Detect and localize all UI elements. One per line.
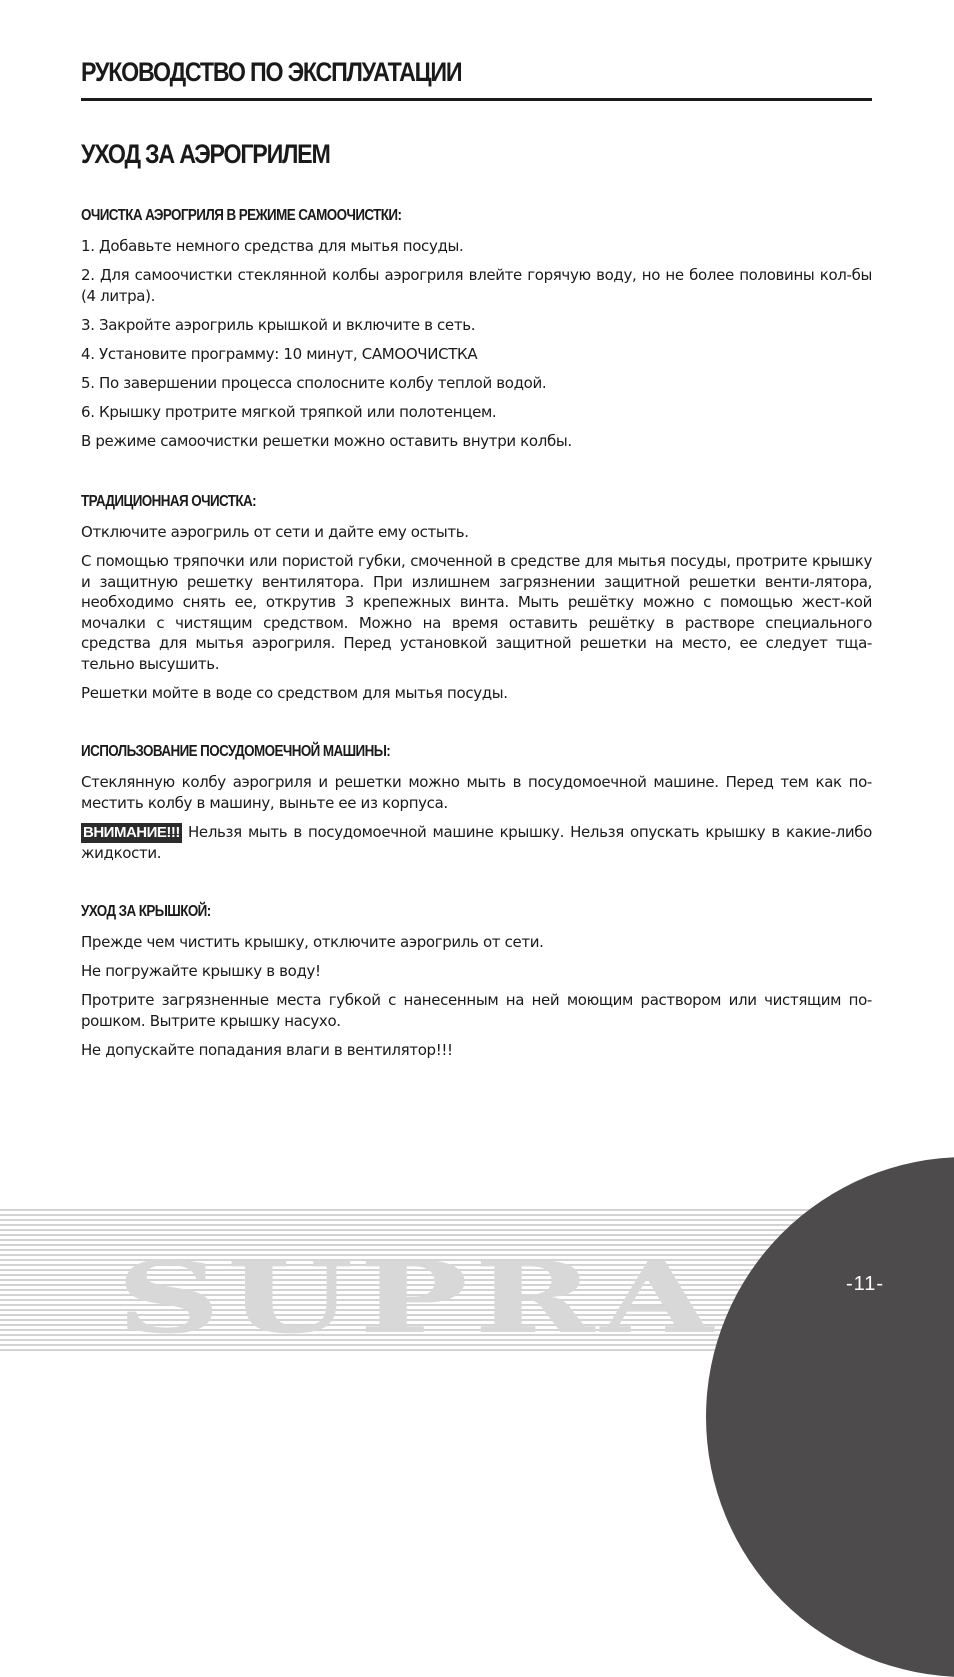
paragraph: 5. По завершении процесса сполосните колбу теплой водой. (81, 373, 547, 392)
page-number: -11- (846, 1273, 885, 1295)
section-heading: УХОД ЗА КРЫШКОЙ: (81, 903, 211, 920)
paragraph: 1. Добавьте немного средства для мытья посуды. (81, 237, 464, 255)
paragraph: 2. Для самоочистки стеклянной колбы аэрогриля влейте горячую воду, но не более половины кол-бы (4 литра). (81, 266, 872, 305)
paragraph: С помощью тряпочки или пористой губки, смоченной в средстве для мытья посуды, протрите крышку и защитную решетку вентилятора. При излишнем загрязнении защитной решетки венти-лятора, необходимо снять ее, открутив 3 крепежных винта. Мыть решётку можно с помощью жест-кой мочалки с чистящим средством. Можно на время оставить решётку в растворе специального средства для мытья аэрогриля. Перед установкой защитной решетки на место, ее следует тща-тельно высушить. (81, 552, 872, 673)
paragraph: В режиме самоочистки решетки можно оставить внутри колбы. (81, 431, 572, 450)
warning-paragraph (81, 822, 872, 864)
warning-text: Нельзя мыть в посудомоечной машине крышку. Нельзя опускать крышку в какие-либо жидкости. (81, 822, 872, 862)
paragraph: Отключите аэрогриль от сети и дайте ему остыть. (81, 523, 469, 541)
section-lid-care (81, 902, 872, 1069)
page-header (81, 55, 872, 101)
warning-badge: ВНИМАНИЕ!!! (83, 823, 180, 841)
supra-logo: SUPRA (116, 1241, 719, 1356)
paragraph: Не допускайте попадания влаги в вентилятор!!! (81, 1040, 453, 1059)
paragraph: Стеклянную колбу аэрогриля и решетки можно мыть в посудомоечной машине. Перед тем как по-местить колбу в машину, выньте ее из корпуса. (81, 773, 872, 812)
section-heading: ОЧИСТКА АЭРОГРИЛЯ В РЕЖИМЕ САМООЧИСТКИ: (81, 207, 402, 224)
section-heading: ТРАДИЦИОННАЯ ОЧИСТКА: (81, 493, 257, 510)
section-heading: ИСПОЛЬЗОВАНИЕ ПОСУДОМОЕЧНОЙ МАШИНЫ: (81, 743, 391, 760)
header-title: РУКОВОДСТВО ПО ЭКСПЛУАТАЦИИ (81, 57, 462, 87)
section-dishwasher (81, 742, 872, 872)
paragraph: 4. Установите программу: 10 минут, САМООЧИСТКА (81, 344, 478, 363)
section-self-cleaning (81, 206, 872, 460)
section-traditional-cleaning (81, 492, 872, 712)
paragraph: 3. Закройте аэрогриль крышкой и включите в сеть. (81, 315, 476, 334)
page-title: УХОД ЗА АЭРОГРИЛЕМ (81, 139, 330, 169)
paragraph: Решетки мойте в воде со средством для мытья посуды. (81, 683, 508, 702)
paragraph: Прежде чем чистить крышку, отключите аэрогриль от сети. (81, 933, 544, 951)
paragraph: Протрите загрязненные места губкой с нанесенным на ней моющим раствором или чистящим по-рошком. Вытрите крышку насухо. (81, 991, 872, 1030)
paragraph: 6. Крышку протрите мягкой тряпкой или полотенцем. (81, 402, 497, 421)
paragraph: Не погружайте крышку в воду! (81, 962, 321, 980)
